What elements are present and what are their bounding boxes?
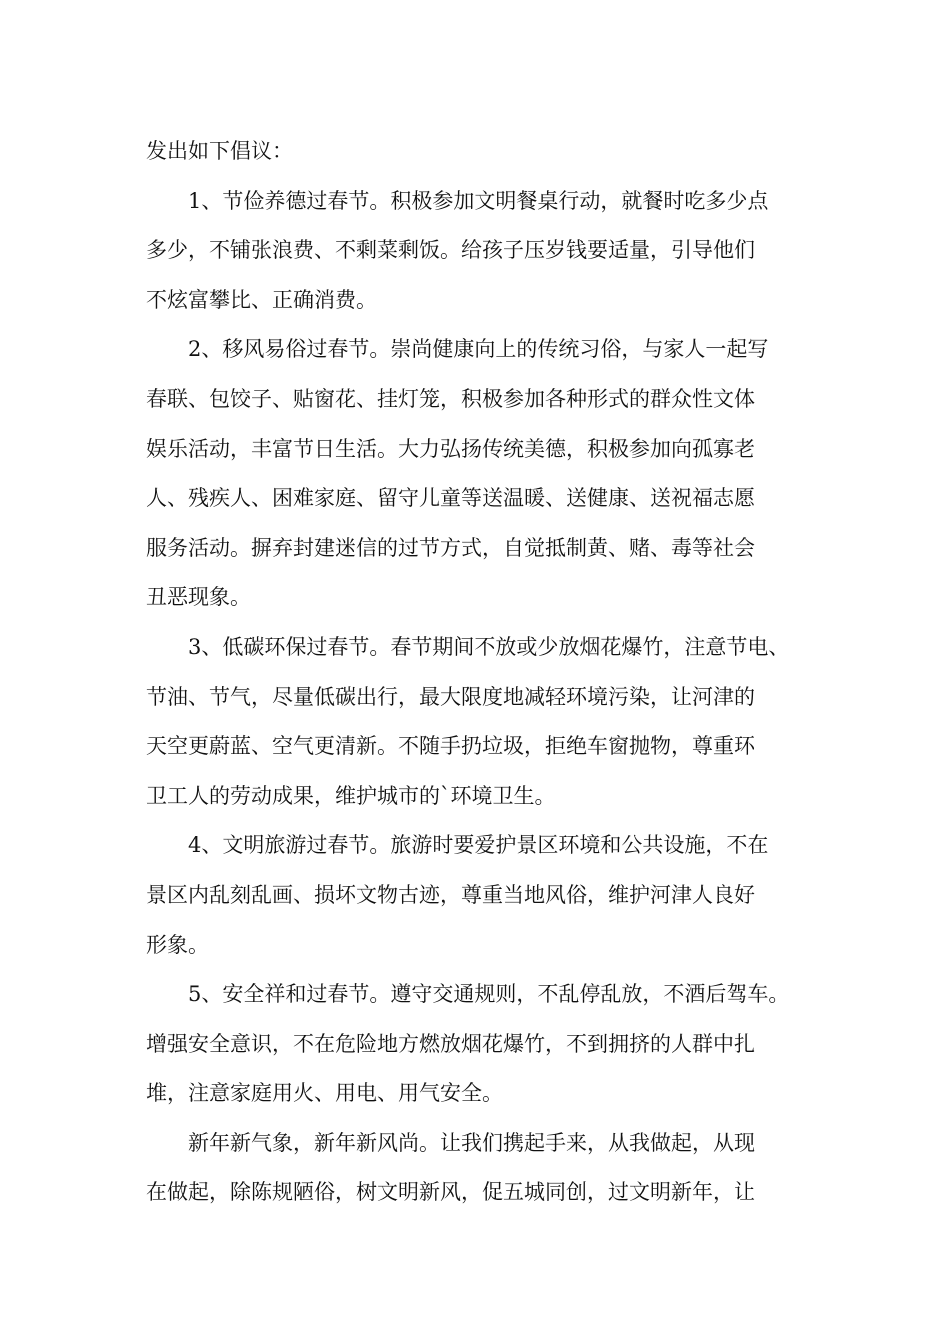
text-line: 5、安全祥和过春节。遵守交通规则，不乱停乱放，不酒后驾车。 [188, 982, 790, 1007]
text-line: 堆，注意家庭用火、用电、用气安全。 [146, 1081, 503, 1106]
text-line: 节油、节气，尽量低碳出行，最大限度地减轻环境污染，让河津的 [146, 684, 755, 709]
text-line: 娱乐活动，丰富节日生活。大力弘扬传统美德，积极参加向孤寡老 [146, 436, 755, 461]
text-line: 不炫富攀比、正确消费。 [146, 287, 377, 312]
text-line: 人、残疾人、困难家庭、留守儿童等送温暖、送健康、送祝福志愿 [146, 486, 755, 511]
text-line: 天空更蔚蓝、空气更清新。不随手扔垃圾，拒绝车窗抛物，尊重环 [146, 734, 755, 759]
text-line: 卫工人的劳动成果，维护城市的`环境卫生。 [146, 783, 556, 808]
text-line: 发出如下倡议： [146, 139, 293, 163]
text-line: 3、低碳环保过春节。春节期间不放或少放烟花爆竹，注意节电、 [188, 634, 790, 659]
document-body [146, 127, 806, 1218]
text-line: 形象。 [146, 932, 209, 957]
text-line: 丑恶现象。 [146, 585, 251, 610]
text-line: 在做起，除陈规陋俗，树文明新风，促五城同创，过文明新年，让 [146, 1180, 755, 1205]
text-line: 景区内乱刻乱画、损坏文物古迹，尊重当地风俗，维护河津人良好 [146, 882, 755, 907]
text-line: 1、节俭养德过春节。积极参加文明餐桌行动，就餐时吃多少点 [188, 188, 769, 213]
text-line: 服务活动。摒弃封建迷信的过节方式，自觉抵制黄、赌、毒等社会 [146, 535, 755, 560]
text-line: 4、文明旅游过春节。旅游时要爱护景区环境和公共设施，不在 [188, 833, 769, 858]
text-line: 新年新气象，新年新风尚。让我们携起手来，从我做起，从现 [188, 1130, 755, 1155]
text-line: 增强安全意识，不在危险地方燃放烟花爆竹，不到拥挤的人群中扎 [146, 1031, 755, 1056]
text-line: 多少，不铺张浪费、不剩菜剩饭。给孩子压岁钱要适量，引导他们 [146, 238, 755, 263]
text-line: 春联、包饺子、贴窗花、挂灯笼，积极参加各种形式的群众性文体 [146, 386, 755, 411]
text-line: 2、移风易俗过春节。崇尚健康向上的传统习俗，与家人一起写 [188, 337, 769, 362]
